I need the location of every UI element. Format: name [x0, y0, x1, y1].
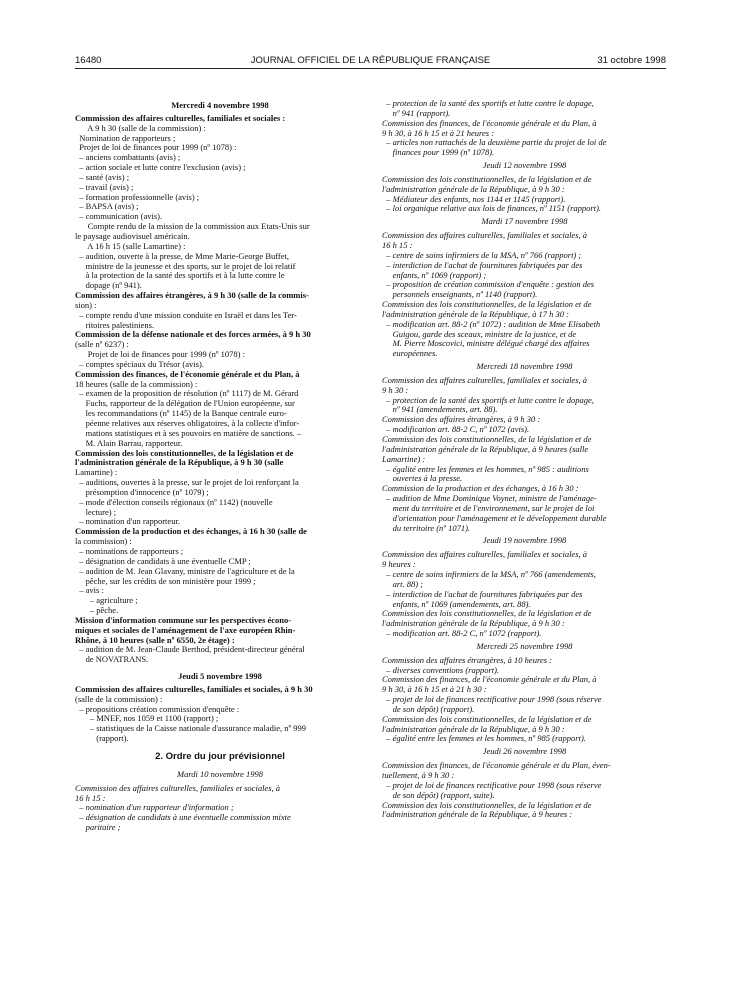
agenda-line: – audition de M. Jean Glavany, ministre de l'agriculture et de la [75, 565, 295, 576]
agenda-line: de son dépôt) (rapport). [382, 703, 475, 714]
agenda-line: paritaire ; [75, 822, 121, 833]
agenda-line: – avis : [75, 585, 104, 596]
agenda-line: l'administration générale de la République, à 9 h 30 : [382, 723, 565, 734]
page-number: 16480 [75, 55, 102, 66]
agenda-line: 18 heures (salle de la commission) : [75, 378, 198, 389]
agenda-line: (salle nº 6237) : [75, 339, 129, 350]
agenda-line: Commission des affaires culturelles, familiales et sociales : [75, 112, 286, 123]
agenda-line: – modification art. 88-2 C, nº 1072 (avis). [382, 424, 530, 435]
agenda-line: Commission des affaires culturelles, familiales et sociales, à [75, 782, 281, 793]
agenda-line: Lamartine) : [382, 453, 426, 464]
agenda-line: Commission des affaires étrangères, à 9 h 30 (salle de la commis- [75, 290, 309, 301]
agenda-line: l'administration générale de la République, à 9 h 30 : [382, 183, 565, 194]
agenda-line: l'administration générale de la République, à 17 h 30 : [382, 308, 569, 319]
section-heading: 2. Ordre du jour prévisionnel [155, 751, 285, 762]
agenda-line: Commission des lois constitutionnelles, de la législation et de [382, 434, 592, 444]
agenda-line: péenne relatives aux réserves obligatoires, à la collecte d'infor- [75, 418, 300, 428]
agenda-line: tuellement, à 9 h 30 : [382, 770, 455, 780]
agenda-line: Commission des affaires culturelles, familiales et sociales, à [382, 230, 588, 241]
agenda-line: sion) : [75, 299, 97, 310]
agenda-line: lecture) ; [75, 506, 117, 517]
agenda-line: Commission des affaires étrangères, à 9 h 30 : [382, 414, 541, 425]
agenda-line: Compte rendu de la mission de la commission aux Etats-Unis sur [75, 221, 310, 232]
agenda-line: pêche, sur les crédits de son ministère pour 1999 ; [75, 575, 256, 586]
agenda-line: – MNEF, nos 1059 et 1100 (rapport) ; [75, 713, 219, 724]
agenda-line: – interdiction de l'achat de fournitures fabriquées par des [382, 259, 583, 270]
agenda-line: d'orientation pour l'aménagement et le développement durable [382, 512, 607, 523]
agenda-line: Commission des affaires culturelles, familiales et sociales, à 9 h 30 [75, 683, 313, 694]
agenda-line: Commission des lois constitutionnelles, de la législation et de [382, 608, 592, 619]
agenda-line: miques et sociales de l'aménagement de l'axe européen Rhin- [75, 624, 296, 635]
agenda-line: Rhône, à 10 heures (salle nº 6550, 2e étage) : [75, 634, 235, 645]
agenda-line: (rapport). [75, 733, 129, 744]
agenda-line: – égalité entre les femmes et les hommes, nº 985 : auditions [382, 463, 589, 474]
agenda-line: M. Pierre Moscovici, ministre délégué chargé des affaires [382, 338, 590, 349]
agenda-line: – examen de la proposition de résolution (nº 1117) de M. Gérard [75, 388, 299, 399]
agenda-line: A 9 h 30 (salle de la commission) : [75, 122, 206, 133]
agenda-line: Commission des affaires culturelles, familiales et sociales, à [382, 549, 588, 560]
agenda-line: – travail (avis) ; [75, 181, 134, 192]
agenda-line: – audition de M. Jean-Claude Berthod, président-directeur général [75, 644, 305, 655]
agenda-line: présomption d'innocence (nº 1079) ; [75, 486, 209, 497]
agenda-line: ouvertes à la presse. [382, 473, 463, 484]
agenda-day-heading: Mardi 17 novembre 1998 [481, 216, 568, 227]
agenda-line: – action sociale et lutte contre l'exclusion (avis) ; [75, 162, 246, 173]
agenda-line: 9 h 30 : [382, 384, 409, 395]
agenda-line: Commission de la défense nationale et des forces armées, à 9 h 30 [75, 329, 311, 340]
agenda-line: – formation professionnelle (avis) ; [75, 191, 200, 202]
agenda-line: Guigou, garde des sceaux, ministre de la justice, et de [382, 328, 577, 339]
agenda-line: – anciens combattants (avis) ; [75, 152, 181, 163]
agenda-line: – mode d'élection conseils régionaux (nº 1142) (nouvelle [75, 496, 273, 507]
agenda-day-heading: Mercredi 18 novembre 1998 [476, 361, 573, 372]
agenda-line: – projet de loi de finances rectificative pour 1998 (sous réserve [382, 779, 602, 790]
agenda-day-heading: Jeudi 12 novembre 1998 [482, 160, 567, 171]
agenda-line: personnels enseignants, nº 1140 (rapport). [382, 289, 538, 300]
agenda-line: (salle de la commission) : [75, 693, 163, 704]
agenda-line: Commission des finances, de l'économie générale et du Plan, éven- [382, 760, 611, 771]
agenda-line: les recommandations (nº 1145) de la Banque centrale euro- [75, 408, 287, 419]
agenda-line: Commission des finances, de l'économie générale et du Plan, à [382, 674, 597, 685]
agenda-line: l'administration générale de la République, à 9 heures (salle [382, 443, 589, 454]
agenda-line: – protection de la santé des sportifs et lutte contre le dopage, [382, 394, 594, 405]
agenda-line: A 16 h 15 (salle Lamartine) : [75, 240, 186, 251]
agenda-line: – centre de soins infirmiers de la MSA, nº 766 (amendements, [382, 568, 596, 579]
agenda-line: dopage (nº 941). [75, 280, 142, 291]
agenda-line: Commission des lois constitutionnelles, de la législation et de [75, 447, 294, 458]
agenda-line: – nomination d'un rapporteur. [75, 516, 180, 527]
agenda-line: – modification art. 88-2 C, nº 1072 (rapport). [382, 628, 542, 639]
agenda-line: Projet de loi de finances pour 1999 (nº 1078) : [75, 349, 246, 360]
agenda-line: – BAPSA (avis) ; [75, 201, 139, 212]
agenda-line: – désignation de candidats à une éventuelle commission mixte [75, 812, 291, 823]
agenda-day-heading: Jeudi 19 novembre 1998 [482, 535, 567, 546]
agenda-line: – égalité entre les femmes et les hommes, nº 985 (rapport). [382, 733, 586, 744]
agenda-line: – statistiques de la Caisse nationale d'assurance maladie, nº 999 [75, 723, 307, 734]
agenda-day-heading: Jeudi 5 novembre 1998 [178, 671, 262, 682]
agenda-line: l'administration générale de la République, à 9 h 30 (salle [75, 457, 284, 468]
agenda-line: – Médiateur des enfants, nos 1144 et 1145 (rapport). [382, 193, 566, 204]
agenda-line: – santé (avis) ; [75, 171, 130, 182]
agenda-line: – proposition de création commission d'enquête : gestion des [382, 279, 595, 290]
agenda-line: – propositions création commission d'enquête : [75, 703, 240, 714]
agenda-line: – nominations de rapporteurs ; [75, 545, 184, 556]
agenda-line: Commission des finances, de l'économie générale et du Plan, à [382, 117, 597, 128]
agenda-line: – audition de Mme Dominique Voynet, ministre de l'aménage- [382, 493, 597, 504]
agenda-line: ritoires palestiniens. [75, 319, 155, 330]
agenda-line: Projet de loi de finances pour 1999 (nº 1078) : [75, 142, 237, 153]
agenda-line: – protection de la santé des sportifs et lutte contre le dopage, [382, 98, 594, 108]
page-header [75, 55, 666, 69]
agenda-line: Mission d'information commune sur les perspectives écono- [75, 614, 292, 625]
agenda-line: européennes. [382, 348, 438, 359]
agenda-line: Commission de la production et des échanges, à 16 h 30 : [382, 483, 579, 494]
agenda-line: enfants, nº 1069 (rapport) ; [382, 269, 487, 280]
agenda-line: de son dépôt) (rapport, suite). [382, 789, 495, 800]
agenda-day-heading: Mardi 10 novembre 1998 [176, 768, 263, 779]
agenda-line: ministre de la jeunesse et des sports, sur le projet de loi relatif [75, 260, 296, 271]
agenda-line: Nomination de rapporteurs ; [75, 132, 176, 143]
journal-title: JOURNAL OFFICIEL DE LA RÉPUBLIQUE FRANÇAISE [250, 55, 491, 66]
header-rule [75, 68, 666, 69]
agenda-day-heading: Jeudi 26 novembre 1998 [482, 746, 567, 757]
spacer [75, 665, 365, 670]
agenda-line: enfants, nº 1069 (amendements, art. 88). [382, 598, 531, 609]
agenda-line: 16 h 15 : [75, 792, 106, 803]
agenda-line: finances pour 1999 (nº 1078). [382, 147, 495, 158]
agenda-line: nº 941 (rapport). [382, 107, 451, 118]
agenda-line: – articles non rattachés de la deuxième partie du projet de loi de [382, 137, 607, 148]
agenda-line: Fuchs, rapporteur de la délégation de l'Union européenne, sur [75, 398, 295, 409]
agenda-line: Commission des lois constitutionnelles, de la législation et de [382, 713, 592, 724]
agenda-line: Commission des finances, de l'économie générale et du Plan, à [75, 368, 300, 379]
agenda-line: 16 h 15 : [382, 239, 413, 250]
agenda-line: 9 heures : [382, 559, 416, 570]
agenda-line: Commission des affaires étrangères, à 10 heures : [382, 654, 552, 665]
agenda-line: Commission des lois constitutionnelles, de la législation et de [382, 299, 592, 310]
agenda-line: Commission des lois constitutionnelles, de la législation et de [382, 173, 592, 184]
agenda-line: – compte rendu d'une mission conduite en Israël et dans les Ter- [75, 309, 297, 320]
agenda-line: la commission) : [75, 536, 132, 547]
agenda-line: 9 h 30, à 16 h 15 et à 21 h 30 : [382, 684, 487, 695]
agenda-line: mations statistiques et à ses pouvoirs en matière de sanctions. – [75, 427, 302, 438]
agenda-line: ment du territoire et de l'environnement, sur le projet de loi [382, 502, 595, 513]
agenda-line: – projet de loi de finances rectificative pour 1998 (sous réserve [382, 694, 602, 705]
agenda-day-heading: Mercredi 25 novembre 1998 [476, 640, 573, 651]
agenda-line: nº 941 (amendements, art. 88). [382, 404, 498, 415]
agenda-line: – modification art. 88-2 (nº 1072) : audition de Mme Elisabeth [382, 318, 601, 329]
agenda-line: – centre de soins infirmiers de la MSA, nº 766 (rapport) ; [382, 249, 582, 260]
agenda-line: du territoire (nº 1071). [382, 522, 471, 533]
agenda-line: – agriculture ; [75, 595, 138, 606]
agenda-line: – comptes spéciaux du Trésor (avis). [75, 358, 204, 369]
agenda-line: art. 88) ; [382, 578, 424, 589]
agenda-line: le paysage audiovisuel américain. [75, 230, 190, 241]
agenda-line: Lamartine) : [75, 467, 118, 478]
agenda-line: l'administration générale de la République, à 9 heures : [382, 809, 573, 820]
agenda-line: – pêche. [75, 605, 119, 616]
agenda-line: à la protection de la santé des sportifs et à la lutte contre le [75, 270, 285, 281]
agenda-line: – audition, ouverte à la presse, de Mme Marie-George Buffet, [75, 250, 290, 261]
agenda-line: – loi organique relative aux lois de finances, nº 1151 (rapport). [382, 203, 602, 214]
agenda-line: – interdiction de l'achat de fournitures fabriquées par des [382, 588, 583, 599]
issue-date: 31 octobre 1998 [597, 55, 666, 66]
right-column [382, 99, 667, 820]
agenda-line: – diverses conventions (rapport). [382, 664, 500, 675]
agenda-line: – désignation de candidats à une éventuelle CMP ; [75, 555, 251, 566]
agenda-line: – communication (avis). [75, 211, 163, 222]
agenda-line: Commission des lois constitutionnelles, de la législation et de [382, 799, 592, 810]
agenda-line: 9 h 30, à 16 h 15 et à 21 heures : [382, 127, 495, 138]
agenda-line: – nomination d'un rapporteur d'information ; [75, 802, 234, 813]
agenda-line: Commission des affaires culturelles, familiales et sociales, à [382, 374, 588, 385]
agenda-line: de NOVATRANS. [75, 654, 149, 665]
left-column [75, 99, 365, 833]
agenda-line: – auditions, ouvertes à la presse, sur le projet de loi renforçant la [75, 477, 299, 488]
agenda-line: M. Alain Barrau, rapporteur. [75, 437, 183, 448]
agenda-day-heading: Mercredi 4 novembre 1998 [171, 100, 269, 110]
agenda-line: Commission de la production et des échanges, à 16 h 30 (salle de [75, 526, 307, 537]
agenda-line: l'administration générale de la République, à 9 h 30 : [382, 618, 565, 629]
